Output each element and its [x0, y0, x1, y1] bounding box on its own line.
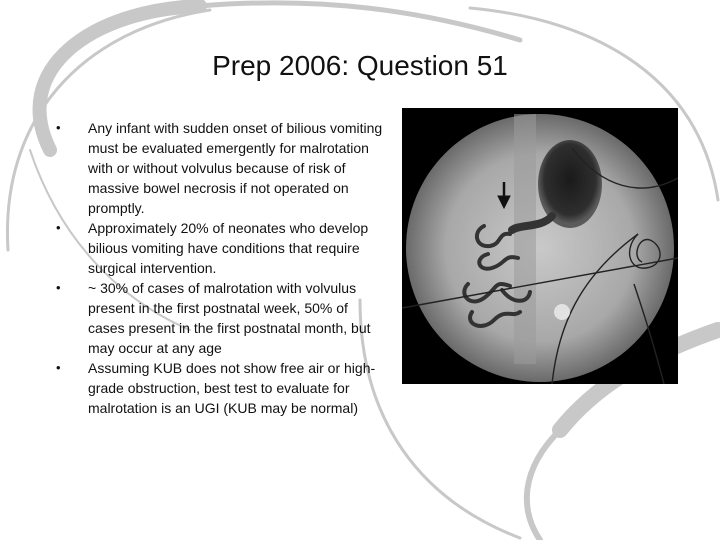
bullet-text: ~ 30% of cases of malrotation with volvulus present in the first postnatal week, 50% of cases present in the first postnatal month, but may occur at any age — [88, 280, 371, 356]
fluoroscopy-field — [406, 114, 674, 382]
bullet-dot: • — [56, 280, 61, 295]
bullet-text: Assuming KUB does not show free air or high-grade obstruction, best test to evaluate for malrotation is an UGI (KUB may be normal) — [88, 360, 376, 416]
bullet-item — [56, 118, 386, 218]
contrast-blob — [554, 304, 570, 320]
bullet-text: Any infant with sudden onset of bilious vomiting must be evaluated emergently for malrotation with or without volvulus because of risk of massive bowel necrosis if not operated on promptly. — [88, 120, 383, 216]
stomach-contrast — [538, 140, 602, 228]
bullet-dot: • — [56, 360, 61, 375]
bullet-item — [56, 278, 386, 358]
swirl-arc-bottom — [527, 430, 560, 540]
bullet-item — [56, 358, 386, 418]
slide-title: Prep 2006: Question 51 — [212, 50, 508, 81]
bullet-list — [56, 118, 386, 418]
bullet-text: Approximately 20% of neonates who develop bilious vomiting have conditions that require surgical intervention. — [88, 220, 369, 276]
xray-image — [402, 108, 678, 384]
spine-shadow — [514, 114, 536, 364]
xray-illustration — [402, 108, 678, 384]
bullet-dot: • — [56, 220, 61, 235]
bullet-item — [56, 218, 386, 278]
bullet-dot: • — [56, 120, 61, 135]
